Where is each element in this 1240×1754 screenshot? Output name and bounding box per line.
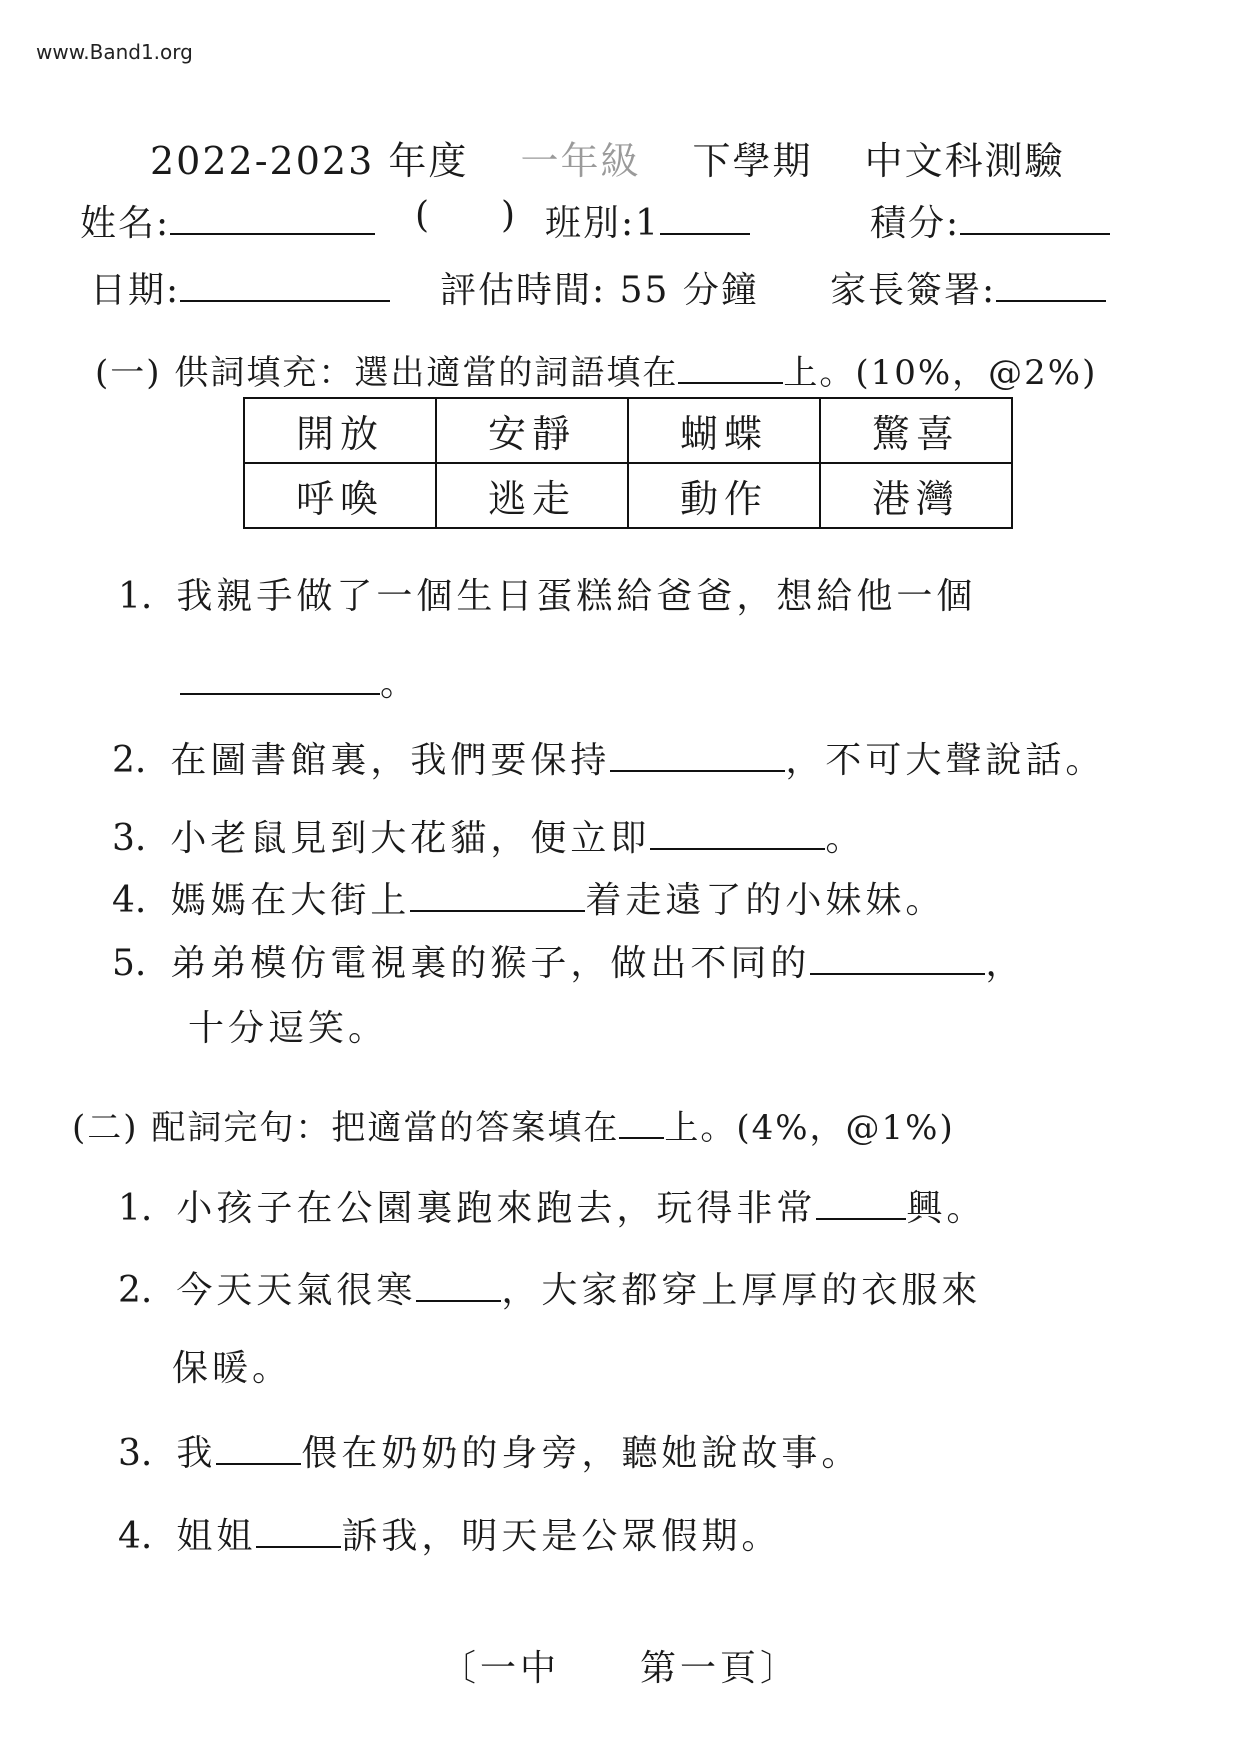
s1-question-4 xyxy=(112,872,945,923)
section2-title-blank xyxy=(619,1107,664,1139)
section1-title-score: 上。(10%，@2%) xyxy=(783,353,1098,393)
question-text-end: ， xyxy=(985,943,1026,984)
question-number: 2. xyxy=(118,1270,153,1311)
s1-question-2 xyxy=(112,732,1105,783)
question-number: 2. xyxy=(112,740,147,781)
title-term: 下學期 xyxy=(692,139,813,183)
section2-title-text: (二) 配詞完句：把適當的答案填在 xyxy=(72,1108,620,1148)
s2-question-4 xyxy=(118,1508,781,1559)
question-text: 今天天氣很寒 xyxy=(176,1270,417,1311)
question-number: 3. xyxy=(112,818,147,859)
class-field xyxy=(545,195,750,246)
word-bank-row xyxy=(244,463,1012,528)
class-label: 班別: xyxy=(545,203,636,244)
s1-question-5-cont: 十分逗笑。 xyxy=(188,1008,389,1049)
section1-title xyxy=(95,345,1097,394)
answer-blank[interactable] xyxy=(256,1516,341,1548)
question-number: 4. xyxy=(112,880,147,921)
question-text: 我親手做了一個生日蛋糕給爸爸，想給他一個 xyxy=(176,576,977,617)
site-watermark[interactable]: www.Band1.org xyxy=(36,40,193,64)
question-text: 姐姐 xyxy=(176,1516,257,1557)
answer-blank[interactable] xyxy=(610,740,785,772)
class-value: 1 xyxy=(635,203,661,244)
date-blank[interactable] xyxy=(180,270,390,302)
s1-question-1-answer xyxy=(180,655,420,706)
word-cell: 驚喜 xyxy=(820,398,1012,463)
date-field xyxy=(90,262,390,313)
word-cell: 蝴蝶 xyxy=(628,398,820,463)
word-cell: 呼喚 xyxy=(244,463,436,528)
word-cell: 動作 xyxy=(628,463,820,528)
date-label: 日期: xyxy=(90,270,181,311)
score-label: 積分: xyxy=(870,203,961,244)
question-text-end: 。 xyxy=(380,663,421,704)
s2-question-2-cont: 保暖。 xyxy=(172,1348,293,1389)
question-number: 3. xyxy=(118,1433,153,1474)
question-text: 小老鼠見到大花貓，便立即 xyxy=(170,818,651,859)
section1-title-blank xyxy=(678,352,783,384)
title-subject: 中文科測驗 xyxy=(864,139,1065,183)
question-text: 媽媽在大街上 xyxy=(170,880,411,921)
answer-blank[interactable] xyxy=(216,1433,301,1465)
section2-title-score: 上。(4%，@1%) xyxy=(664,1108,955,1148)
score-field xyxy=(870,195,1110,246)
word-bank-table xyxy=(243,397,1013,529)
question-text: 在圖書館裏，我們要保持 xyxy=(170,740,611,781)
answer-blank[interactable] xyxy=(416,1270,501,1302)
word-bank-row xyxy=(244,398,1012,463)
title-grade: 一年級 xyxy=(520,139,641,183)
class-number-field xyxy=(415,195,517,236)
name-field xyxy=(80,195,375,246)
question-text-end: 偎在奶奶的身旁，聽她說故事。 xyxy=(301,1433,862,1474)
answer-blank[interactable] xyxy=(816,1188,906,1220)
s1-question-5 xyxy=(112,935,1025,986)
section2-title xyxy=(72,1100,955,1149)
question-number: 1. xyxy=(118,1188,153,1229)
answer-blank[interactable] xyxy=(650,818,825,850)
paren-open: ( xyxy=(415,195,432,236)
section1-title-text: (一) 供詞填充：選出適當的詞語填在 xyxy=(95,353,679,393)
answer-blank[interactable] xyxy=(810,943,985,975)
question-text: 我 xyxy=(176,1433,217,1474)
question-number: 5. xyxy=(112,943,147,984)
sign-field xyxy=(830,262,1106,313)
name-label: 姓名: xyxy=(80,203,171,244)
question-text: 小孩子在公園裏跑來跑去，玩得非常 xyxy=(176,1188,817,1229)
question-text-end: 訴我，明天是公眾假期。 xyxy=(341,1516,782,1557)
score-blank[interactable] xyxy=(960,203,1110,235)
time-field: 評估時間: 55 分鐘 xyxy=(440,270,759,311)
s1-question-1 xyxy=(118,568,976,619)
answer-blank[interactable] xyxy=(410,880,585,912)
question-text-end: 着走遠了的小妹妹。 xyxy=(585,880,946,921)
question-text-end: 興。 xyxy=(906,1188,987,1229)
question-number: 4. xyxy=(118,1516,153,1557)
sign-label: 家長簽署: xyxy=(830,270,997,311)
question-number: 1. xyxy=(118,576,153,617)
word-cell: 港灣 xyxy=(820,463,1012,528)
question-text-end: 。 xyxy=(825,818,866,859)
s2-question-2 xyxy=(118,1262,981,1313)
question-text-end: ，不可大聲說話。 xyxy=(785,740,1106,781)
s1-question-3 xyxy=(112,810,865,861)
exam-title xyxy=(150,130,1103,185)
name-blank[interactable] xyxy=(170,203,375,235)
class-blank[interactable] xyxy=(660,203,750,235)
word-cell: 開放 xyxy=(244,398,436,463)
page-footer: 〔一中 第一頁〕 xyxy=(439,1648,800,1689)
question-text-end: ，大家都穿上厚厚的衣服來 xyxy=(501,1270,982,1311)
paren-close: ) xyxy=(501,195,518,236)
word-cell: 安靜 xyxy=(436,398,628,463)
s2-question-3 xyxy=(118,1425,861,1476)
s2-question-1 xyxy=(118,1180,986,1231)
question-text: 弟弟模仿電視裏的猴子，做出不同的 xyxy=(170,943,811,984)
answer-blank[interactable] xyxy=(180,663,380,695)
word-cell: 逃走 xyxy=(436,463,628,528)
title-year: 2022-2023 年度 xyxy=(150,139,469,183)
sign-blank[interactable] xyxy=(996,270,1106,302)
